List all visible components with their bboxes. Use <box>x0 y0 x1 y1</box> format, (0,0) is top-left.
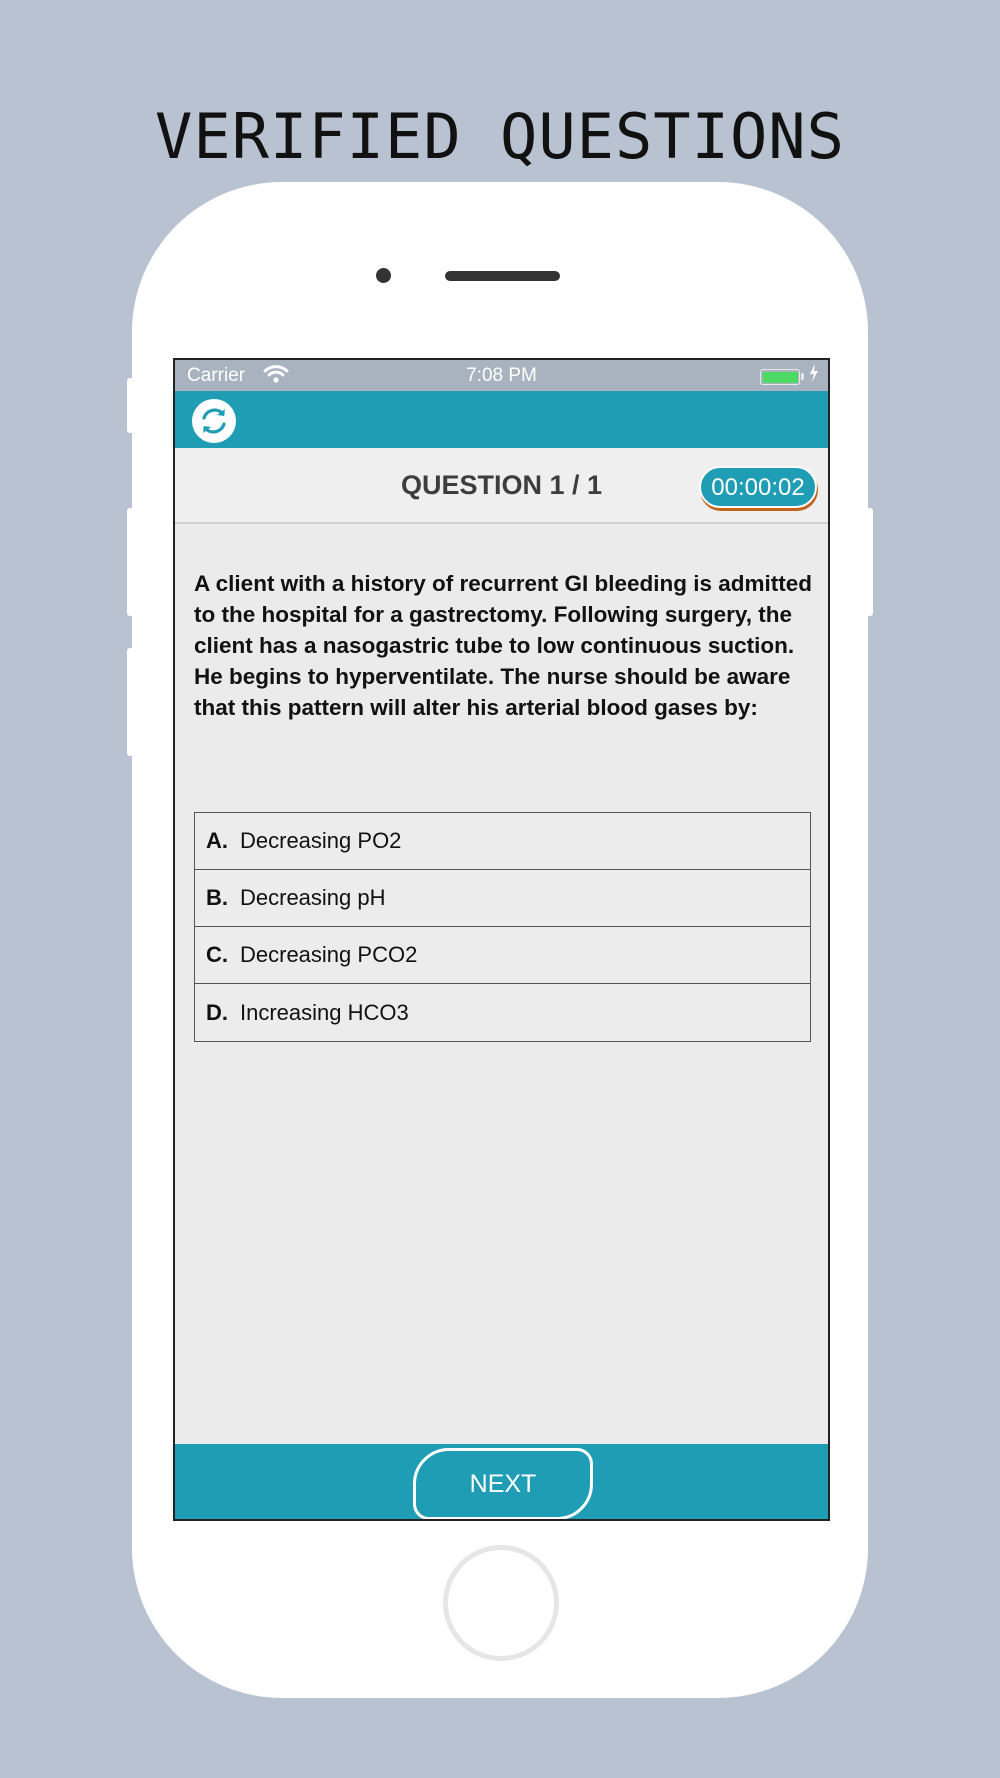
next-button[interactable]: NEXT <box>413 1448 593 1520</box>
option-text: Decreasing pH <box>240 885 386 910</box>
answer-options <box>194 812 811 1042</box>
option-c[interactable] <box>195 927 810 984</box>
phone-mute-switch <box>127 378 135 433</box>
question-counter: QUESTION 1 / 1 <box>400 470 603 500</box>
option-letter: D. <box>206 999 228 1025</box>
option-d[interactable] <box>195 984 810 1041</box>
option-b[interactable] <box>195 870 810 927</box>
option-letter: B. <box>206 885 228 910</box>
refresh-icon <box>192 399 236 443</box>
option-text: Decreasing PCO2 <box>240 942 418 967</box>
phone-volume-down <box>127 648 135 756</box>
battery-tip <box>801 373 804 380</box>
question-text: A client with a history of recurrent GI bleeding is admitted to the hospital for a gastrectomy. Following surgery, the client has a nasogastric tube to low continuous suction. He begins to hyperventilate. The nurse should be aware that this pattern will alter his arterial blood gases by: <box>194 571 813 720</box>
home-button[interactable] <box>443 1545 559 1661</box>
carrier-label: Carrier <box>187 365 246 386</box>
status-time: 7:08 PM <box>466 365 537 386</box>
timer-badge: 00:00:02 <box>699 466 817 508</box>
nav-bar <box>175 391 828 448</box>
phone-power-button <box>865 508 873 616</box>
charging-bolt-icon <box>808 363 820 383</box>
battery-icon <box>760 369 800 385</box>
option-letter: C. <box>206 942 228 967</box>
refresh-button[interactable] <box>192 399 236 443</box>
camera <box>376 268 391 283</box>
question-header <box>175 448 828 524</box>
headline: VERIFIED QUESTIONS <box>155 100 845 173</box>
phone-volume-up <box>127 508 135 616</box>
option-text: Decreasing PO2 <box>240 828 402 853</box>
app-screen <box>173 358 830 1521</box>
footer-bar <box>175 1444 828 1521</box>
option-a[interactable] <box>195 813 810 870</box>
option-letter: A. <box>206 828 228 853</box>
speaker <box>445 271 560 281</box>
status-bar <box>175 360 828 391</box>
option-text: Increasing HCO3 <box>240 999 409 1025</box>
